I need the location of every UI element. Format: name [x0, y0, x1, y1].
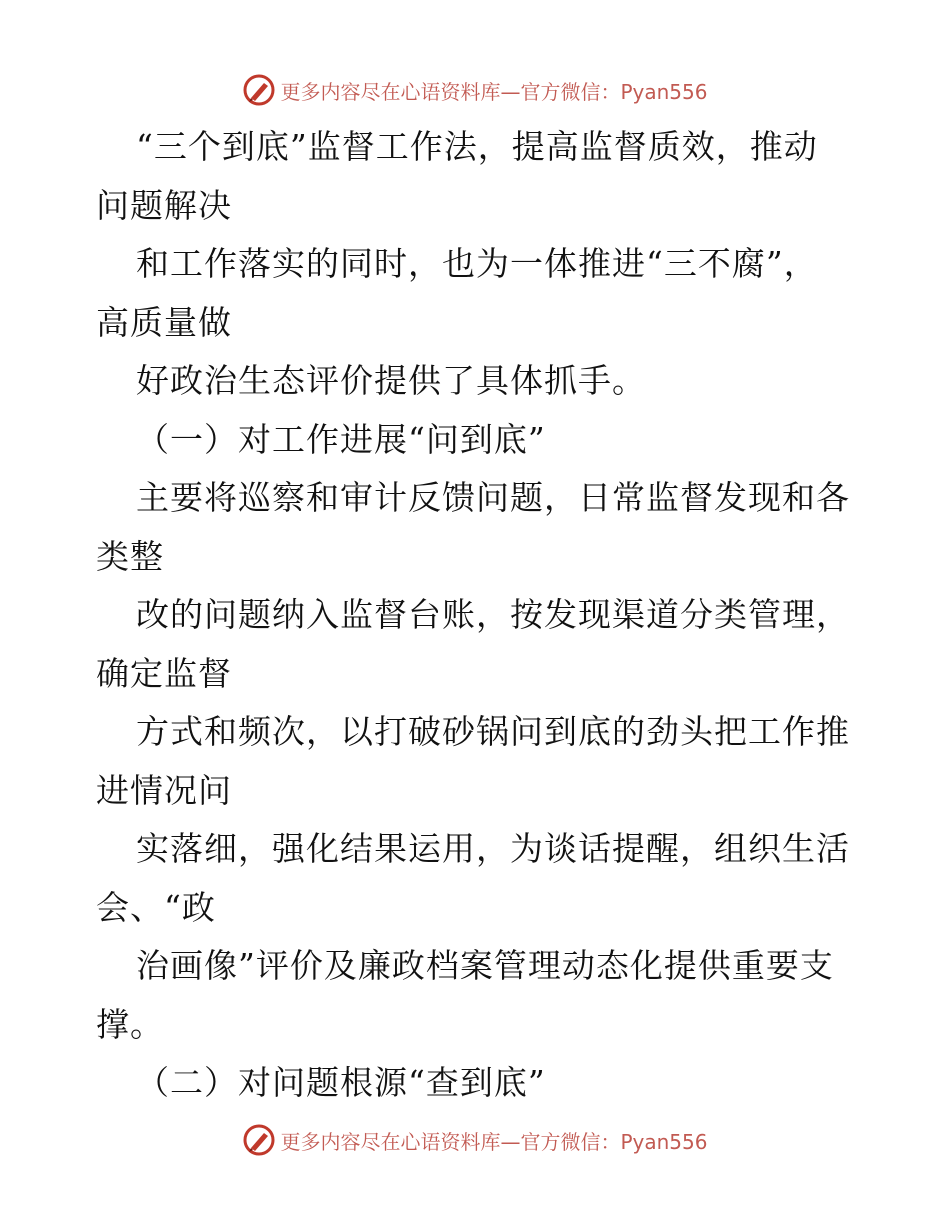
text-line: 确定监督 [96, 653, 232, 693]
header-watermark-banner [0, 70, 950, 110]
watermark-text: 更多内容尽在心语资料库—官方微信：Pyan556 [280, 79, 708, 104]
document-body [96, 118, 856, 1113]
text-line: 类整 [96, 536, 164, 576]
pen-logo-icon [242, 73, 276, 107]
footer-watermark-banner [0, 1120, 950, 1160]
text-line: 治画像”评价及廉政档案管理动态化提供重要支 [136, 946, 834, 985]
text-line: 和工作落实的同时，也为一体推进“三不腐”， [136, 244, 818, 283]
text-line: 好政治生态评价提供了具体抓手。 [136, 361, 646, 400]
text-line: 进情况问 [96, 770, 232, 810]
text-line: 撑。 [96, 1004, 164, 1044]
text-line: 高质量做 [96, 302, 232, 342]
section-heading: （二）对问题根源“查到底” [136, 1063, 546, 1102]
text-line: 问题解决 [96, 185, 232, 225]
text-line: 主要将巡察和审计反馈问题，日常监督发现和各 [136, 478, 850, 517]
section-heading: （一）对工作进展“问到底” [136, 419, 546, 459]
text-line: 实落细，强化结果运用，为谈话提醒，组织生活 [136, 829, 850, 868]
text-line: 会、“政 [96, 887, 216, 927]
watermark-text: 更多内容尽在心语资料库—官方微信：Pyan556 [280, 1129, 708, 1154]
pen-logo-icon [242, 1123, 276, 1157]
text-line: “三个到底”监督工作法，提高监督质效，推动 [136, 127, 818, 166]
text-line: 方式和频次，以打破砂锅问到底的劲头把工作推 [136, 712, 850, 751]
text-line: 改的问题纳入监督台账，按发现渠道分类管理， [136, 595, 850, 634]
